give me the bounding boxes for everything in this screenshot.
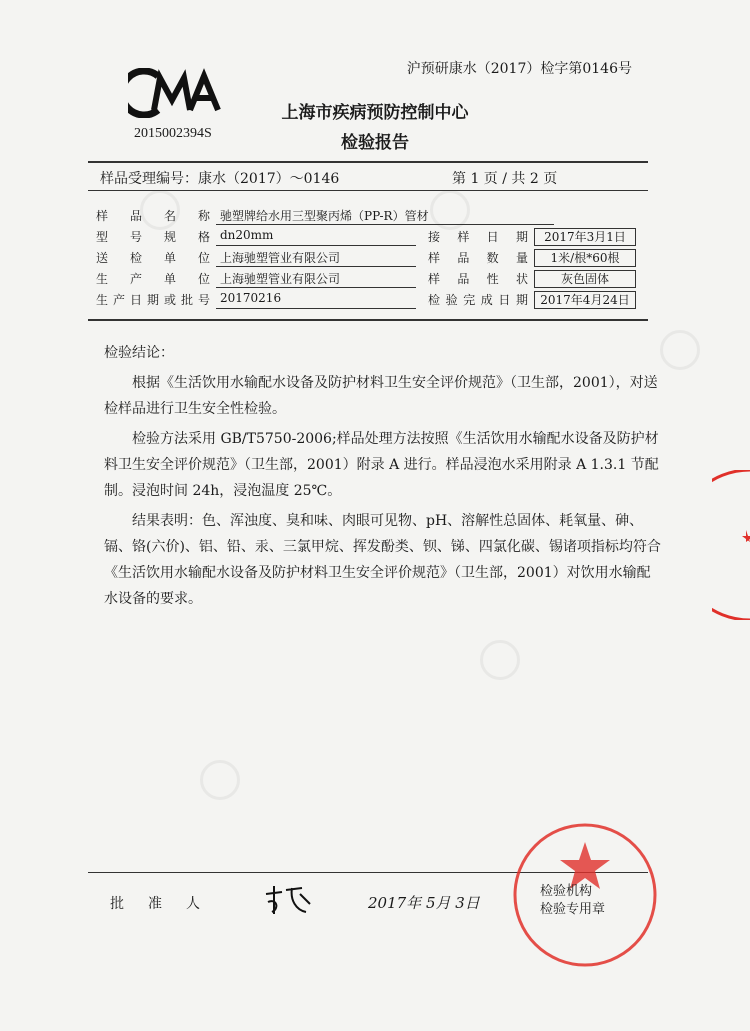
field-label: 型号规格 [96, 230, 210, 244]
report-title: 检验报告 [341, 133, 409, 153]
watermark-mark [660, 330, 700, 370]
conclusion-heading: 检验结论： [104, 345, 174, 361]
field-label: 样品数量 [428, 251, 528, 265]
field-label: 送检单位 [96, 251, 210, 265]
watermark-mark [200, 760, 240, 800]
field-value: 2017年3月1日 [534, 228, 636, 246]
divider [88, 161, 648, 163]
field-label: 样品性状 [428, 272, 528, 286]
page-info: 第 1 页 / 共 2 页 [452, 171, 558, 187]
divider [88, 190, 648, 191]
field-row [96, 291, 636, 311]
conclusion-paragraph: 根据《生活饮用水输配水设备及防护材料卫生安全评价规范》（卫生部，2001），对送检样品进行卫生安全性检验。 [104, 375, 658, 417]
field-row [96, 249, 636, 269]
field-value: 1米/根*60根 [534, 249, 636, 267]
approver-label: 批准人 [110, 896, 224, 912]
sample-id: 样品受理编号：康水（2017）～0146 [100, 171, 340, 187]
conclusion-paragraph: 检验方法采用 GB/T5750-2006;样品处理方法按照《生活饮用水输配水设备及防护材料卫生安全评价规范》（卫生部，2001）附录 A 进行。样品浸泡水采用附录 A 1.3.1 节配制。浸泡时间 24h，浸泡温度 25℃。 [104, 431, 659, 499]
report-number: 沪预研康水（2017）检字第0146号 [406, 61, 632, 77]
signature [262, 884, 314, 916]
field-label: 样品名称 [96, 209, 210, 223]
conclusion-paragraph: 结果表明：色、浑浊度、臭和味、肉眼可见物、pH、溶解性总固体、耗氧量、砷、镉、铬(六价)、铝、铅、汞、三氯甲烷、挥发酚类、钡、锑、四氯化碳、锡诸项指标均符合《生活饮用水输配水设备及防护材料卫生安全评价规范》（卫生部，2001）对饮用水输配水设备的要求。 [104, 513, 661, 607]
field-value: dn20mm [216, 228, 416, 246]
field-label: 生产单位 [96, 272, 210, 286]
stamp-text: 检验专用章 [540, 902, 606, 917]
field-row [96, 207, 636, 227]
approval-date: 2017年 5月 3日 [368, 894, 480, 912]
field-value: 灰色固体 [534, 270, 636, 288]
field-value: 驰塑牌给水用三型聚丙烯（PP-R）管材 [216, 207, 554, 225]
field-label: 检验完成日期 [428, 293, 528, 307]
field-value: 2017年4月24日 [534, 291, 636, 309]
field-value: 上海驰塑管业有限公司 [216, 270, 416, 288]
cma-number: 2015002394S [134, 126, 212, 141]
watermark-mark [480, 640, 520, 680]
field-value: 上海驰塑管业有限公司 [216, 249, 416, 267]
field-value: 20170216 [216, 291, 416, 309]
stamp-text: 检验机构 [540, 884, 593, 899]
field-row [96, 228, 636, 248]
org-name: 上海市疾病预防控制中心 [281, 103, 469, 123]
field-label: 生产日期或批号 [96, 293, 210, 307]
field-label: 接样日期 [428, 230, 528, 244]
seam-stamp [712, 470, 750, 620]
field-row [96, 270, 636, 290]
divider [88, 319, 648, 321]
